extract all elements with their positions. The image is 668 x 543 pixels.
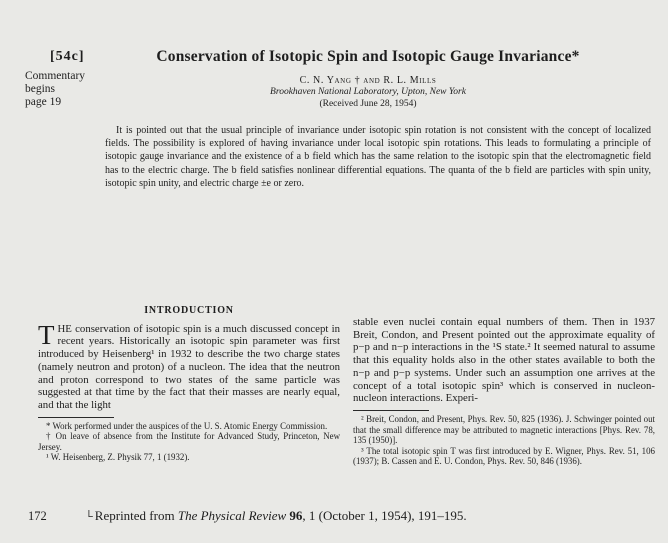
left-paragraph-text: HE conservation of isotopic spin is a much discussed concept in recent years. Historically an isotopic spin parameter was first introduced by Heisenberg¹ in 1932 to describe the two charge states (namely neutron and proton) of a nucleon. The idea that the neutron and proton correspond to two states of the same particle was suggested at that time by the fact that their masses are nearly equal, and that the light (38, 322, 340, 411)
footnote-heisenberg: ¹ W. Heisenberg, Z. Physik 77, 1 (1932). (46, 452, 190, 463)
left-column-paragraph (38, 319, 340, 412)
margin-note-line: begins (25, 83, 56, 95)
right-column (353, 302, 655, 467)
journal-name: The Physical Review (177, 508, 287, 523)
footnote-leave: † On leave of absence from the Institute for Advanced Study, Princeton, New Jersey. (38, 431, 340, 452)
reprint-rest: , 1 (October 1, 1954), 191–195. (302, 508, 467, 523)
left-footnote-rule (38, 417, 114, 418)
right-column-paragraph: stable even nuclei contain equal numbers of them. Then in 1937 Breit, Condon, and Present pointed out the approximate equality of p−p and n−p interactions in the ¹S state.² It seemed natural to assume that this equality holds also in the other states available to both the n−p and p−p systems. Under such an assumption one arrives at the concept of a total isotopic spin³ which is conserved in nucleon-nucleon interactions. Experi- (353, 316, 655, 405)
margin-note-line: page 19 (25, 96, 62, 108)
two-column-body (38, 302, 655, 467)
footnote-wigner: ³ The total isotopic spin T was first introduced by E. Wigner, Phys. Rev. 51, 106 (1937); B. Cassen and E. U. Condon, Phys. Rev. 50, 846 (1936). (353, 445, 655, 467)
paper-id-label: [54c] (50, 49, 85, 64)
received-date: (Received June 28, 1954) (319, 99, 417, 109)
reprint-prefix: Reprinted from (94, 508, 178, 523)
reprint-credit-line (85, 508, 467, 524)
page-number: 172 (28, 509, 47, 523)
article-affiliation: Brookhaven National Laboratory, Upton, New York (270, 87, 466, 97)
margin-commentary-note (25, 70, 85, 109)
article-title: Conservation of Isotopic Spin and Isotopic Gauge Invariance* (156, 48, 580, 65)
article-authors: C. N. Yang † and R. L. Mills (299, 75, 437, 86)
right-footnote-rule (353, 410, 429, 411)
abstract-paragraph: It is pointed out that the usual principle of invariance under isotopic spin rotation is not consistent with the concept of localized fields. The possibility is explored of having invariance under local isotopic spin rotations. This leads to formulating a principle of isotopic gauge invariance and the existence of a b field which has the same relation to the isotopic spin that the electromagnetic field has to the electric charge. The b field satisfies nonlinear differential equations. The quanta of the b field are particles with spin unity, isotopic spin unity, and electric charge ±e or zero. (105, 125, 651, 189)
margin-note-line: Commentary (25, 70, 86, 82)
introduction-heading: INTRODUCTION (144, 305, 234, 316)
footnote-work: * Work performed under the auspices of the U. S. Atomic Energy Commission. (46, 420, 328, 431)
footnote-breit: ² Breit, Condon, and Present, Phys. Rev. 50, 825 (1936). J. Schwinger pointed out that the small difference may be attributed to magnetic interactions [Phys. Rev. 78, 135 (1950)]. (353, 413, 655, 446)
article-header (88, 48, 648, 109)
corner-mark-icon: └ (85, 511, 93, 523)
left-column (38, 302, 340, 467)
dropcap-letter: T (38, 319, 55, 350)
journal-volume: 96 (286, 508, 303, 523)
